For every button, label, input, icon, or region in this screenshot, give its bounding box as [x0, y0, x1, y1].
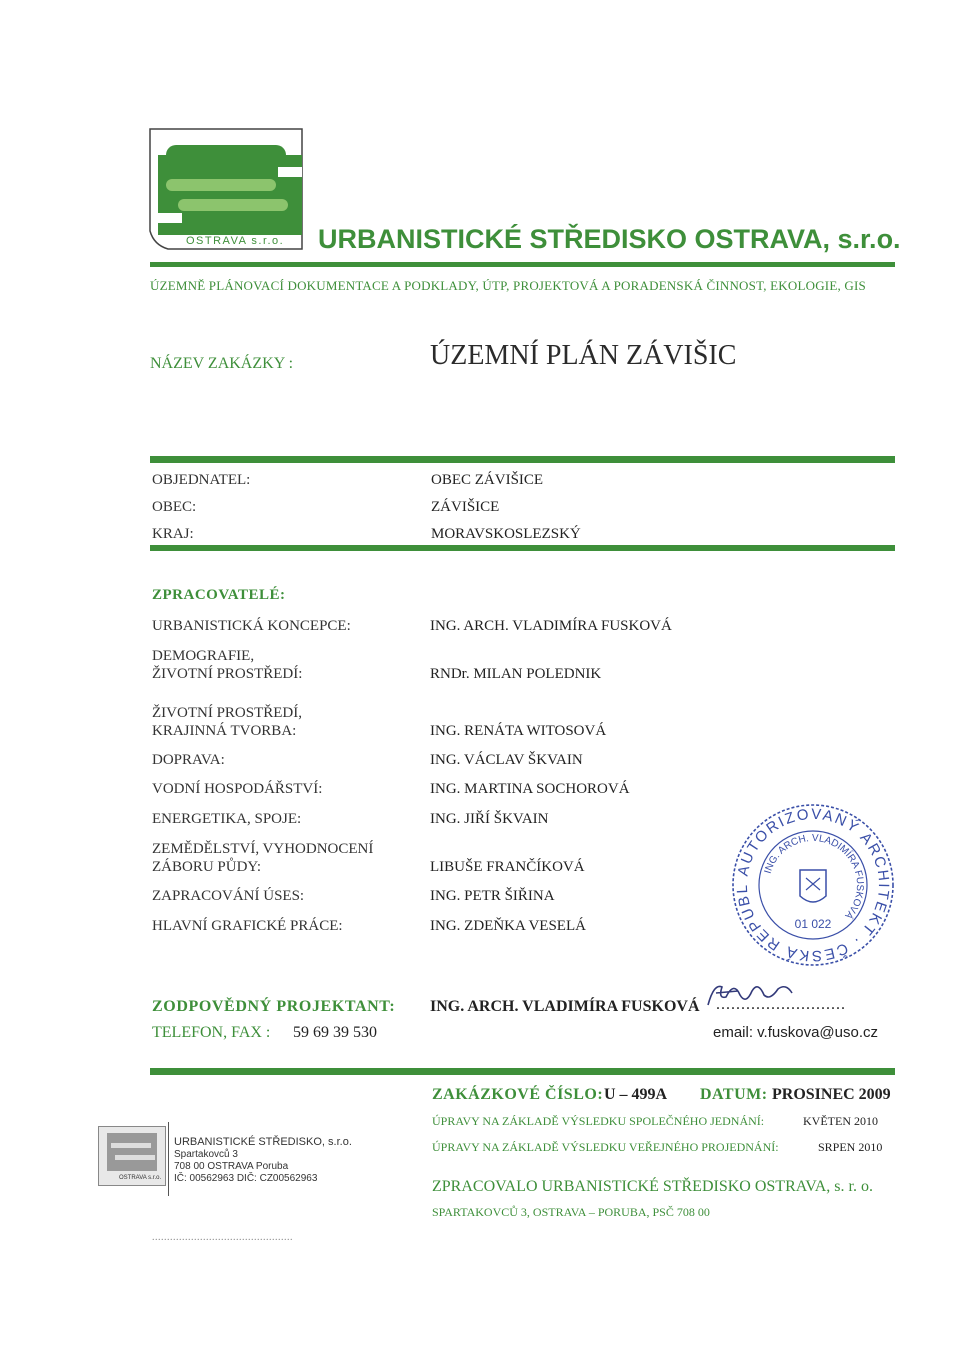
team-role: ZAPRACOVÁNÍ ÚSES:: [152, 888, 305, 904]
revision1-date: KVĚTEN 2010: [803, 1114, 878, 1128]
client-bottom-divider: [150, 545, 895, 551]
stamp-logo-icon: [99, 1127, 165, 1177]
prepared-by: ZPRACOVALO URBANISTICKÉ STŘEDISKO OSTRAVA, s. r. o.: [432, 1178, 873, 1195]
order-number: U – 499A: [604, 1086, 668, 1103]
team-member: ING. PETR ŠIŘINA: [430, 888, 555, 904]
company-stamp-divider: [168, 1122, 169, 1196]
project-title: ÚZEMNÍ PLÁN ZÁVIŠIC: [430, 340, 737, 371]
stamp-outer-text: AUTORIZOVANÝ ARCHITEKT · ČESKÁ REPUBL: [733, 805, 893, 965]
footer-divider: [150, 1068, 895, 1075]
company-name: URBANISTICKÉ STŘEDISKO OSTRAVA, s.r.o.: [318, 224, 901, 254]
company-stamp-line3: 708 00 OSTRAVA Poruba: [174, 1161, 289, 1172]
team-member: ING. ARCH. VLADIMÍRA FUSKOVÁ: [430, 618, 672, 634]
team-member: ING. VÁCLAV ŠKVAIN: [430, 752, 583, 768]
team-member: ING. RENÁTA WITOSOVÁ: [430, 723, 607, 739]
phone-number: 59 69 39 530: [293, 1024, 377, 1041]
team-role-cont: KRAJINNÁ TVORBA:: [152, 723, 297, 739]
team-role: DOPRAVA:: [152, 752, 225, 768]
company-stamp-line4: IČ: 00562963 DIČ: CZ00562963: [174, 1173, 318, 1184]
date-value: PROSINEC 2009: [772, 1086, 891, 1103]
client-value-kraj: MORAVSKOSLEZSKÝ: [431, 526, 581, 542]
team-member: ING. JIŘÍ ŠKVAIN: [430, 811, 549, 827]
project-label: NÁZEV ZAKÁZKY :: [150, 355, 294, 372]
company-stamp-logo: [98, 1126, 166, 1186]
client-value-objednatel: OBEC ZÁVIŠICE: [431, 472, 544, 488]
revision2-date: SRPEN 2010: [818, 1140, 883, 1154]
stamp-number: 01 022: [794, 917, 832, 931]
signature-dots: ..........................: [716, 996, 846, 1013]
company-stamp: [98, 1120, 388, 1200]
stamp-inner-text: ING. ARCH. VLADIMÍRA FUSKOVÁ: [762, 832, 866, 921]
team-role: ŽIVOTNÍ PROSTŘEDÍ,: [152, 705, 302, 721]
client-label-obec: OBEC:: [152, 499, 197, 515]
team-role-cont: ŽIVOTNÍ PROSTŘEDÍ:: [152, 666, 303, 682]
responsible-label: ZODPOVĚDNÝ PROJEKTANT:: [152, 998, 396, 1015]
svg-text:ING. ARCH. VLADIMÍRA FUSKOVÁ: [763, 833, 865, 922]
team-member: RNDr. MILAN POLEDNIK: [430, 666, 602, 682]
team-role: HLAVNÍ GRAFICKÉ PRÁCE:: [152, 918, 343, 934]
handwritten-signature: [700, 975, 810, 1015]
team-role: DEMOGRAFIE,: [152, 648, 255, 664]
team-role: URBANISTICKÁ KONCEPCE:: [152, 618, 351, 634]
header-divider: [150, 262, 895, 267]
client-label-kraj: KRAJ:: [152, 526, 194, 542]
team-role: VODNÍ HOSPODÁŘSTVÍ:: [152, 781, 323, 797]
stamp-logo-text: OSTRAVA s.r.o.: [119, 1175, 162, 1181]
team-role: ZEMĚDĚLSTVÍ, VYHODNOCENÍ: [152, 841, 374, 857]
phone-label: TELEFON, FAX :: [152, 1024, 271, 1041]
prepared-address: SPARTAKOVCŮ 3, OSTRAVA – PORUBA, PSČ 708 00: [432, 1205, 710, 1219]
date-label: DATUM:: [700, 1086, 768, 1103]
team-member: ING. ZDEŇKA VESELÁ: [430, 918, 586, 934]
company-stamp-line1: URBANISTICKÉ STŘEDISKO, s.r.o.: [174, 1136, 352, 1148]
client-top-divider: [150, 456, 895, 463]
team-role-cont: ZÁBORU PŮDY:: [152, 859, 262, 875]
client-value-obec: ZÁVIŠICE: [431, 499, 500, 515]
company-stamp-line2: Spartakovců 3: [174, 1149, 238, 1160]
logo-text: OSTRAVA s.r.o.: [186, 235, 285, 247]
stamp-seal-icon: [728, 800, 898, 970]
architect-stamp: [728, 800, 898, 970]
team-role: ENERGETIKA, SPOJE:: [152, 811, 302, 827]
logo-graphic: [148, 127, 304, 251]
tagline: ÚZEMNĚ PLÁNOVACÍ DOKUMENTACE A PODKLADY, ÚTP, PROJEKTOVÁ A PORADENSKÁ ČINNOST, EKOLOGIE, GIS: [150, 278, 866, 293]
email: email: v.fuskova@uso.cz: [712, 1024, 878, 1041]
company-logo: [148, 127, 304, 251]
responsible-name: ING. ARCH. VLADIMÍRA FUSKOVÁ: [430, 998, 700, 1015]
order-number-label: ZAKÁZKOVÉ ČÍSLO:: [432, 1086, 604, 1103]
revision2-label: ÚPRAVY NA ZÁKLADĚ VÝSLEDKU VEŘEJNÉHO PROJEDNÁNÍ:: [432, 1140, 779, 1154]
team-heading: ZPRACOVATELÉ:: [152, 587, 286, 603]
revision1-label: ÚPRAVY NA ZÁKLADĚ VÝSLEDKU SPOLEČNÉHO JEDNÁNÍ:: [432, 1114, 765, 1128]
team-member: LIBUŠE FRANČÍKOVÁ: [430, 859, 585, 875]
signature-line: ...............................................: [152, 1232, 293, 1243]
team-member: ING. MARTINA SOCHOROVÁ: [430, 781, 630, 797]
signature-icon: [700, 975, 810, 1015]
client-label-objednatel: OBJEDNATEL:: [152, 472, 251, 488]
